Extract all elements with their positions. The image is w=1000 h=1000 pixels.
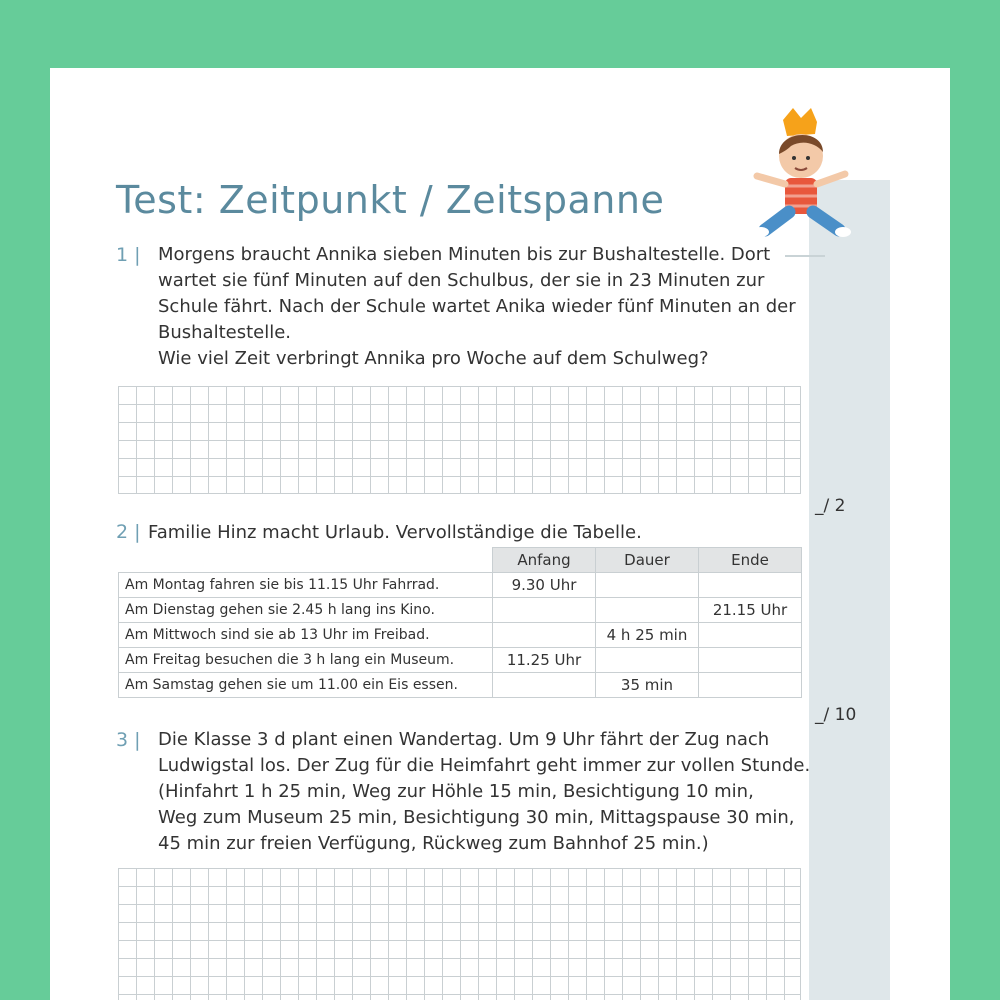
cell-dauer[interactable]: 35 min <box>596 673 699 698</box>
task-1-number: 1 | <box>116 244 141 266</box>
header-ende: Ende <box>699 548 802 573</box>
task-1-line: Bushaltestelle. <box>158 322 292 343</box>
cell-dauer[interactable] <box>596 598 699 623</box>
task-3-number: 3 | <box>116 729 141 751</box>
vacation-table <box>118 547 802 698</box>
row-description: Am Mittwoch sind sie ab 13 Uhr im Freibad. <box>119 623 493 648</box>
task-1-text <box>158 242 796 372</box>
table-row <box>119 573 802 598</box>
score-column <box>809 180 890 1000</box>
task-1-line: Wie viel Zeit verbringt Annika pro Woche auf dem Schulweg? <box>158 348 709 369</box>
task-3-line: Ludwigstal los. Der Zug für die Heimfahrt geht immer zur vollen Stunde. <box>158 755 811 776</box>
task-1-score: _/ 2 <box>815 496 846 516</box>
boy-with-crown-illustration <box>745 108 855 258</box>
cell-ende[interactable] <box>699 648 802 673</box>
cell-ende[interactable] <box>699 623 802 648</box>
table-header-blank <box>119 548 493 573</box>
cell-dauer[interactable] <box>596 648 699 673</box>
cell-anfang[interactable] <box>493 623 596 648</box>
cell-anfang[interactable]: 9.30 Uhr <box>493 573 596 598</box>
cell-dauer[interactable]: 4 h 25 min <box>596 623 699 648</box>
task-3-answer-grid[interactable] <box>118 868 801 1000</box>
task-1-answer-grid[interactable] <box>118 386 801 494</box>
table-row <box>119 648 802 673</box>
table-row <box>119 673 802 698</box>
task-2-score: _/ 10 <box>815 705 857 725</box>
cell-anfang[interactable] <box>493 673 596 698</box>
cell-ende[interactable]: 21.15 Uhr <box>699 598 802 623</box>
cell-anfang[interactable] <box>493 598 596 623</box>
table-row <box>119 623 802 648</box>
task-1-line: Morgens braucht Annika sieben Minuten bis zur Bushaltestelle. Dort <box>158 244 771 265</box>
cell-ende[interactable] <box>699 673 802 698</box>
task-3-line: (Hinfahrt 1 h 25 min, Weg zur Höhle 15 min, Besichtigung 10 min, <box>158 781 754 802</box>
row-description: Am Dienstag gehen sie 2.45 h lang ins Kino. <box>119 598 493 623</box>
row-description: Am Samstag gehen sie um 11.00 ein Eis essen. <box>119 673 493 698</box>
cell-anfang[interactable]: 11.25 Uhr <box>493 648 596 673</box>
header-dauer: Dauer <box>596 548 699 573</box>
row-description: Am Freitag besuchen die 3 h lang ein Museum. <box>119 648 493 673</box>
task-2-number: 2 | <box>116 521 141 543</box>
row-description: Am Montag fahren sie bis 11.15 Uhr Fahrrad. <box>119 573 493 598</box>
table-header-row <box>119 548 802 573</box>
task-1-line: wartet sie fünf Minuten auf den Schulbus, der sie in 23 Minuten zur <box>158 270 765 291</box>
task-2-instruction: Familie Hinz macht Urlaub. Vervollständige die Tabelle. <box>148 522 642 543</box>
cell-ende[interactable] <box>699 573 802 598</box>
worksheet-page <box>50 68 950 1000</box>
task-2-text <box>148 520 642 546</box>
header-anfang: Anfang <box>493 548 596 573</box>
task-3-line: 45 min zur freien Verfügung, Rückweg zum Bahnhof 25 min.) <box>158 833 709 854</box>
task-3-text <box>158 727 810 857</box>
task-1-line: Schule fährt. Nach der Schule wartet Anika wieder fünf Minuten an der <box>158 296 796 317</box>
task-3-line: Weg zum Museum 25 min, Besichtigung 30 min, Mittagspause 30 min, <box>158 807 795 828</box>
table-row <box>119 598 802 623</box>
cell-dauer[interactable] <box>596 573 699 598</box>
page-title: Test: Zeitpunkt / Zeitspanne <box>116 178 665 222</box>
task-3-line: Die Klasse 3 d plant einen Wandertag. Um 9 Uhr fährt der Zug nach <box>158 729 770 750</box>
